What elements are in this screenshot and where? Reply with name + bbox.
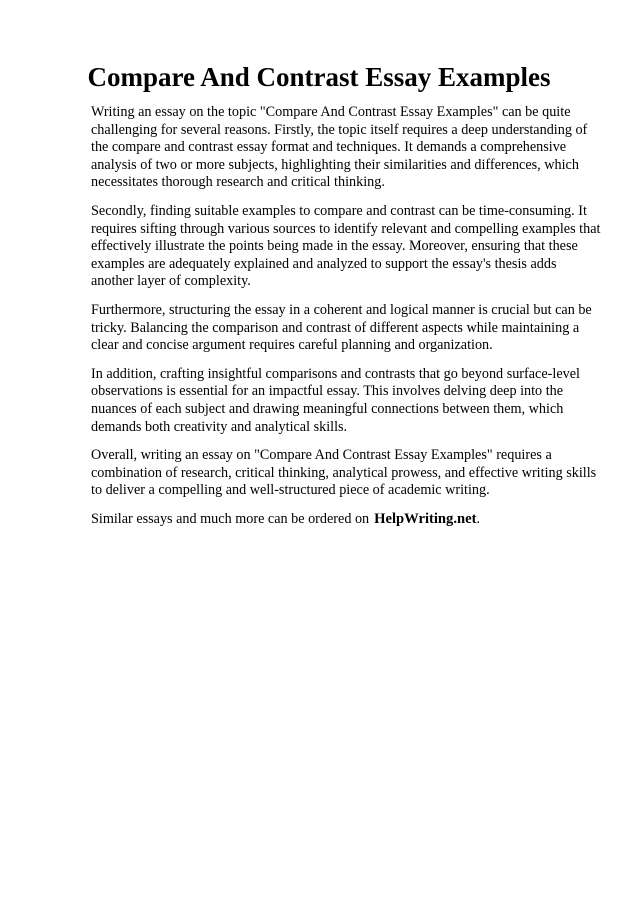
helpwriting-link[interactable]: HelpWriting.net <box>374 510 477 527</box>
paragraph-overall: Overall, writing an essay on "Compare And Contrast Essay Examples" requires a combination of research, critical thinking, analytical prowess, and effective writing skills to deliver a compelling and well-structured piece of academic writing. <box>91 447 597 499</box>
paragraph-insight: In addition, crafting insightful comparisons and contrasts that go beyond surface-level observations is essential for an impactful essay. This involves delving deep into the nuances of each subject and drawing meaningful connections between them, which demands both creativity and analytical skills. <box>91 365 580 435</box>
footer-prefix: Similar essays and much more can be ordered on <box>91 510 370 527</box>
footer-suffix: . <box>476 510 480 527</box>
paragraph-structure: Furthermore, structuring the essay in a coherent and logical manner is crucial but can be tricky. Balancing the comparison and contrast of different aspects while maintaining a clear and concise argument requires careful planning and organization. <box>91 301 592 354</box>
document-body <box>91 104 601 528</box>
paragraph-examples: Secondly, finding suitable examples to compare and contrast can be time-consuming. It requires sifting through various sources to identify relevant and compelling examples that effectively illustrate the points being made in the essay. Moreover, ensuring that these examples are adequately explained and analyzed to support the essay's thesis adds another layer of complexity. <box>91 202 601 290</box>
footer-note <box>91 511 601 529</box>
page-title: Compare And Contrast Essay Examples <box>87 62 551 92</box>
paragraph-intro: Writing an essay on the topic "Compare And Contrast Essay Examples" can be quite challenging for several reasons. Firstly, the topic itself requires a deep understanding of the compare and contrast essay format and techniques. It demands a comprehensive analysis of two or more subjects, highlighting their similarities and differences, which necessitates thorough research and critical thinking. <box>91 104 588 191</box>
